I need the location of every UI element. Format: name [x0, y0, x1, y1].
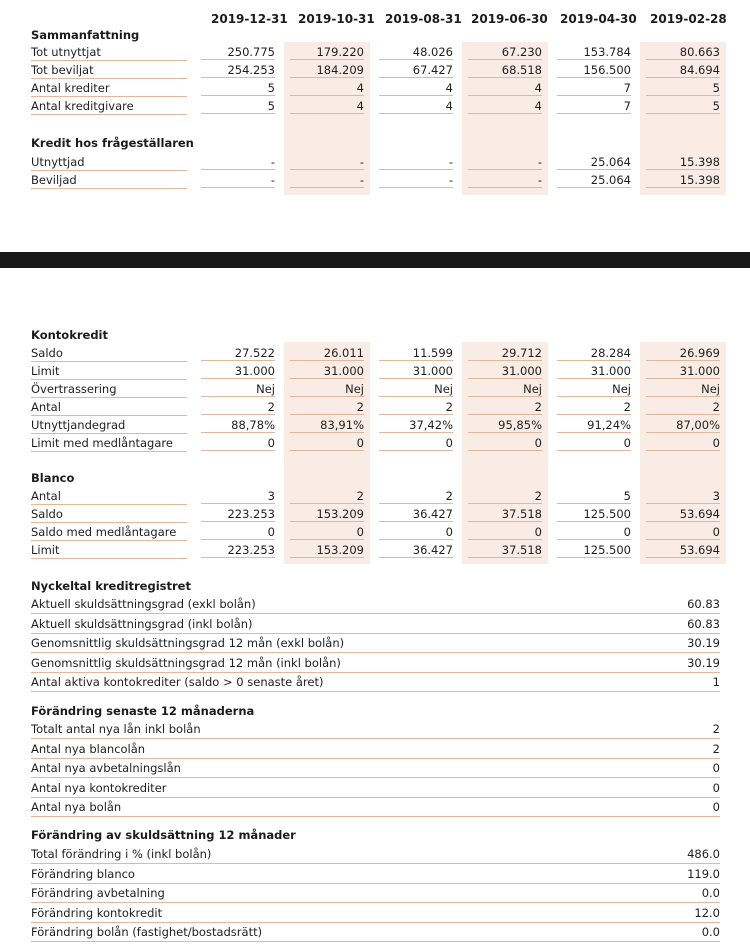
row-label: Antal krediter [31, 80, 187, 97]
table-cell: 7 [557, 98, 631, 114]
row-label: Beviljad [31, 172, 187, 189]
table-cell: 31.000 [290, 363, 364, 379]
table-cell: 0 [646, 435, 720, 451]
section-title: Nyckeltal kreditregistret [31, 579, 191, 593]
table-cell: 5 [201, 98, 275, 114]
table-cell: 153.784 [557, 44, 631, 60]
table-cell: 125.500 [557, 506, 631, 522]
table-cell: 2 [468, 488, 542, 504]
table-cell: 95,85% [468, 417, 542, 433]
table-cell: 53.694 [646, 506, 720, 522]
table-cell: 0 [201, 524, 275, 540]
row-value: 60.83 [687, 597, 720, 611]
row-label: Förändring blanco [31, 866, 135, 881]
row-value: 1 [712, 675, 720, 690]
table-cell: Nej [468, 381, 542, 397]
row-value: 0.0 [701, 925, 720, 940]
table-cell: 37,42% [379, 417, 453, 433]
table-cell: 156.500 [557, 62, 631, 78]
row-label: Antal [31, 488, 187, 505]
table-cell: 3 [646, 488, 720, 504]
row-value: 0.0 [701, 886, 720, 901]
table-cell: 29.712 [468, 345, 542, 361]
table-cell: 4 [290, 80, 364, 96]
list-item [31, 884, 720, 903]
table-cell: Nej [290, 381, 364, 397]
table-cell: 25.064 [557, 172, 631, 188]
list-item [31, 759, 720, 778]
table-cell: 87,00% [646, 417, 720, 433]
list-item [31, 779, 720, 798]
table-cell: 15.398 [646, 154, 720, 170]
table-cell: 223.253 [201, 506, 275, 522]
section-title: Förändring av skuldsättning 12 månader [31, 828, 296, 842]
row-value: 60.83 [687, 616, 720, 631]
table-cell: - [290, 172, 364, 188]
row-label: Utnyttjandegrad [31, 417, 187, 434]
row-label: Tot beviljat [31, 62, 187, 79]
list-item [31, 634, 720, 653]
column-header: 2019-10-31 [298, 12, 375, 26]
table-cell: 2 [290, 399, 364, 415]
table-cell: - [379, 172, 453, 188]
section-title: Kontokredit [31, 328, 108, 342]
column-header: 2019-08-31 [385, 12, 462, 26]
table-cell: 80.663 [646, 44, 720, 60]
table-cell: 2 [646, 399, 720, 415]
row-value: 0 [712, 761, 720, 776]
table-cell: 0 [379, 435, 453, 451]
table-cell: 0 [557, 435, 631, 451]
table-cell: 67.427 [379, 62, 453, 78]
table-cell: 2 [557, 399, 631, 415]
table-cell: 5 [646, 80, 720, 96]
list-item [31, 865, 720, 884]
table-cell: 26.011 [290, 345, 364, 361]
table-cell: 223.253 [201, 542, 275, 558]
table-cell: - [290, 154, 364, 170]
list-item [31, 673, 720, 692]
row-value: 12.0 [694, 905, 720, 920]
row-value: 30.19 [687, 636, 720, 651]
table-cell: Nej [646, 381, 720, 397]
row-label: Genomsnittlig skuldsättningsgrad 12 mån (inkl bolån) [31, 655, 341, 670]
row-label: Förändring bolån (fastighet/bostadsrätt) [31, 925, 263, 940]
table-cell: 4 [468, 98, 542, 114]
section-title: Blanco [31, 471, 75, 485]
table-cell: 36.427 [379, 506, 453, 522]
table-cell: 4 [379, 80, 453, 96]
table-cell: 84.694 [646, 62, 720, 78]
table-cell: 184.209 [290, 62, 364, 78]
row-label: Totalt antal nya lån inkl bolån [31, 722, 201, 736]
table-cell: 2 [379, 488, 453, 504]
row-label: Aktuell skuldsättningsgrad (inkl bolån) [31, 616, 253, 631]
table-cell: 88,78% [201, 417, 275, 433]
row-value: 0 [712, 800, 720, 815]
table-cell: 31.000 [379, 363, 453, 379]
table-cell: - [468, 172, 542, 188]
table-cell: 5 [201, 80, 275, 96]
list-item [31, 615, 720, 634]
row-label: Limit [31, 542, 187, 559]
table-cell: - [201, 172, 275, 188]
table-cell: 31.000 [646, 363, 720, 379]
table-cell: 0 [468, 524, 542, 540]
table-cell: 4 [379, 98, 453, 114]
table-cell: 4 [290, 98, 364, 114]
table-cell: 0 [379, 524, 453, 540]
table-cell: 28.284 [557, 345, 631, 361]
table-cell: 153.209 [290, 542, 364, 558]
list-item [31, 845, 720, 864]
list-item [31, 740, 720, 759]
table-cell: 27.522 [201, 345, 275, 361]
table-cell: 53.694 [646, 542, 720, 558]
row-value: 119.0 [687, 866, 720, 881]
table-cell: 0 [290, 524, 364, 540]
table-cell: 250.775 [201, 44, 275, 60]
table-cell: 3 [201, 488, 275, 504]
list-item [31, 654, 720, 673]
list-item [31, 904, 720, 923]
column-header: 2019-02-28 [650, 12, 727, 26]
table-cell: 83,91% [290, 417, 364, 433]
table-cell: - [201, 154, 275, 170]
table-cell: 125.500 [557, 542, 631, 558]
column-header: 2019-04-30 [560, 12, 637, 26]
page-divider [0, 252, 750, 268]
row-label: Utnyttjad [31, 154, 187, 171]
table-cell: 37.518 [468, 506, 542, 522]
row-label: Limit [31, 363, 187, 380]
table-cell: 0 [201, 435, 275, 451]
list-item [31, 595, 720, 614]
row-label: Förändring avbetalning [31, 886, 165, 901]
table-cell: 0 [557, 524, 631, 540]
row-value: 0 [712, 780, 720, 795]
row-label: Övertrassering [31, 381, 187, 398]
list-item [31, 923, 720, 942]
table-cell: 11.599 [379, 345, 453, 361]
section-title: Sammanfattning [31, 28, 140, 42]
row-label: Tot utnyttjat [31, 44, 187, 61]
row-label: Antal nya blancolån [31, 741, 146, 756]
row-value: 486.0 [687, 847, 720, 861]
table-cell: 5 [646, 98, 720, 114]
row-label: Total förändring i % (inkl bolån) [31, 847, 212, 861]
table-cell: 25.064 [557, 154, 631, 170]
table-cell: 68.518 [468, 62, 542, 78]
row-label: Aktuell skuldsättningsgrad (exkl bolån) [31, 597, 256, 611]
row-value: 2 [712, 722, 720, 736]
table-cell: 31.000 [557, 363, 631, 379]
row-label: Limit med medlåntagare [31, 435, 187, 452]
section-title: Förändring senaste 12 månaderna [31, 704, 255, 718]
table-cell: - [379, 154, 453, 170]
table-cell: 48.026 [379, 44, 453, 60]
table-cell: 2 [201, 399, 275, 415]
table-cell: 5 [557, 488, 631, 504]
section-title: Kredit hos frågeställaren [31, 136, 194, 150]
table-cell: Nej [557, 381, 631, 397]
row-label: Antal nya avbetalningslån [31, 761, 181, 776]
row-label: Saldo [31, 506, 187, 523]
table-cell: 0 [468, 435, 542, 451]
table-cell: 0 [646, 524, 720, 540]
row-label: Antal nya kontokrediter [31, 780, 167, 795]
table-cell: Nej [379, 381, 453, 397]
row-label: Antal aktiva kontokrediter (saldo > 0 senaste året) [31, 675, 324, 690]
table-cell: 0 [290, 435, 364, 451]
table-cell: 36.427 [379, 542, 453, 558]
table-cell: 179.220 [290, 44, 364, 60]
table-cell: 15.398 [646, 172, 720, 188]
list-item [31, 720, 720, 739]
row-label: Saldo [31, 345, 187, 362]
row-label: Genomsnittlig skuldsättningsgrad 12 mån (exkl bolån) [31, 636, 345, 651]
row-label: Antal [31, 399, 187, 416]
row-label: Saldo med medlåntagare [31, 524, 187, 541]
row-value: 2 [712, 741, 720, 756]
table-cell: 7 [557, 80, 631, 96]
column-header: 2019-12-31 [211, 12, 288, 26]
table-cell: 26.969 [646, 345, 720, 361]
row-value: 30.19 [687, 655, 720, 670]
row-label: Förändring kontokredit [31, 905, 163, 920]
table-cell: 254.253 [201, 62, 275, 78]
table-cell: 37.518 [468, 542, 542, 558]
table-cell: 2 [290, 488, 364, 504]
table-cell: 67.230 [468, 44, 542, 60]
table-cell: 153.209 [290, 506, 364, 522]
table-cell: Nej [201, 381, 275, 397]
table-cell: 31.000 [468, 363, 542, 379]
table-cell: 2 [379, 399, 453, 415]
list-item [31, 798, 720, 817]
table-cell: 91,24% [557, 417, 631, 433]
row-label: Antal kreditgivare [31, 98, 187, 115]
table-cell: - [468, 154, 542, 170]
row-label: Antal nya bolån [31, 800, 122, 815]
table-cell: 31.000 [201, 363, 275, 379]
table-cell: 2 [468, 399, 542, 415]
column-header: 2019-06-30 [471, 12, 548, 26]
table-cell: 4 [468, 80, 542, 96]
